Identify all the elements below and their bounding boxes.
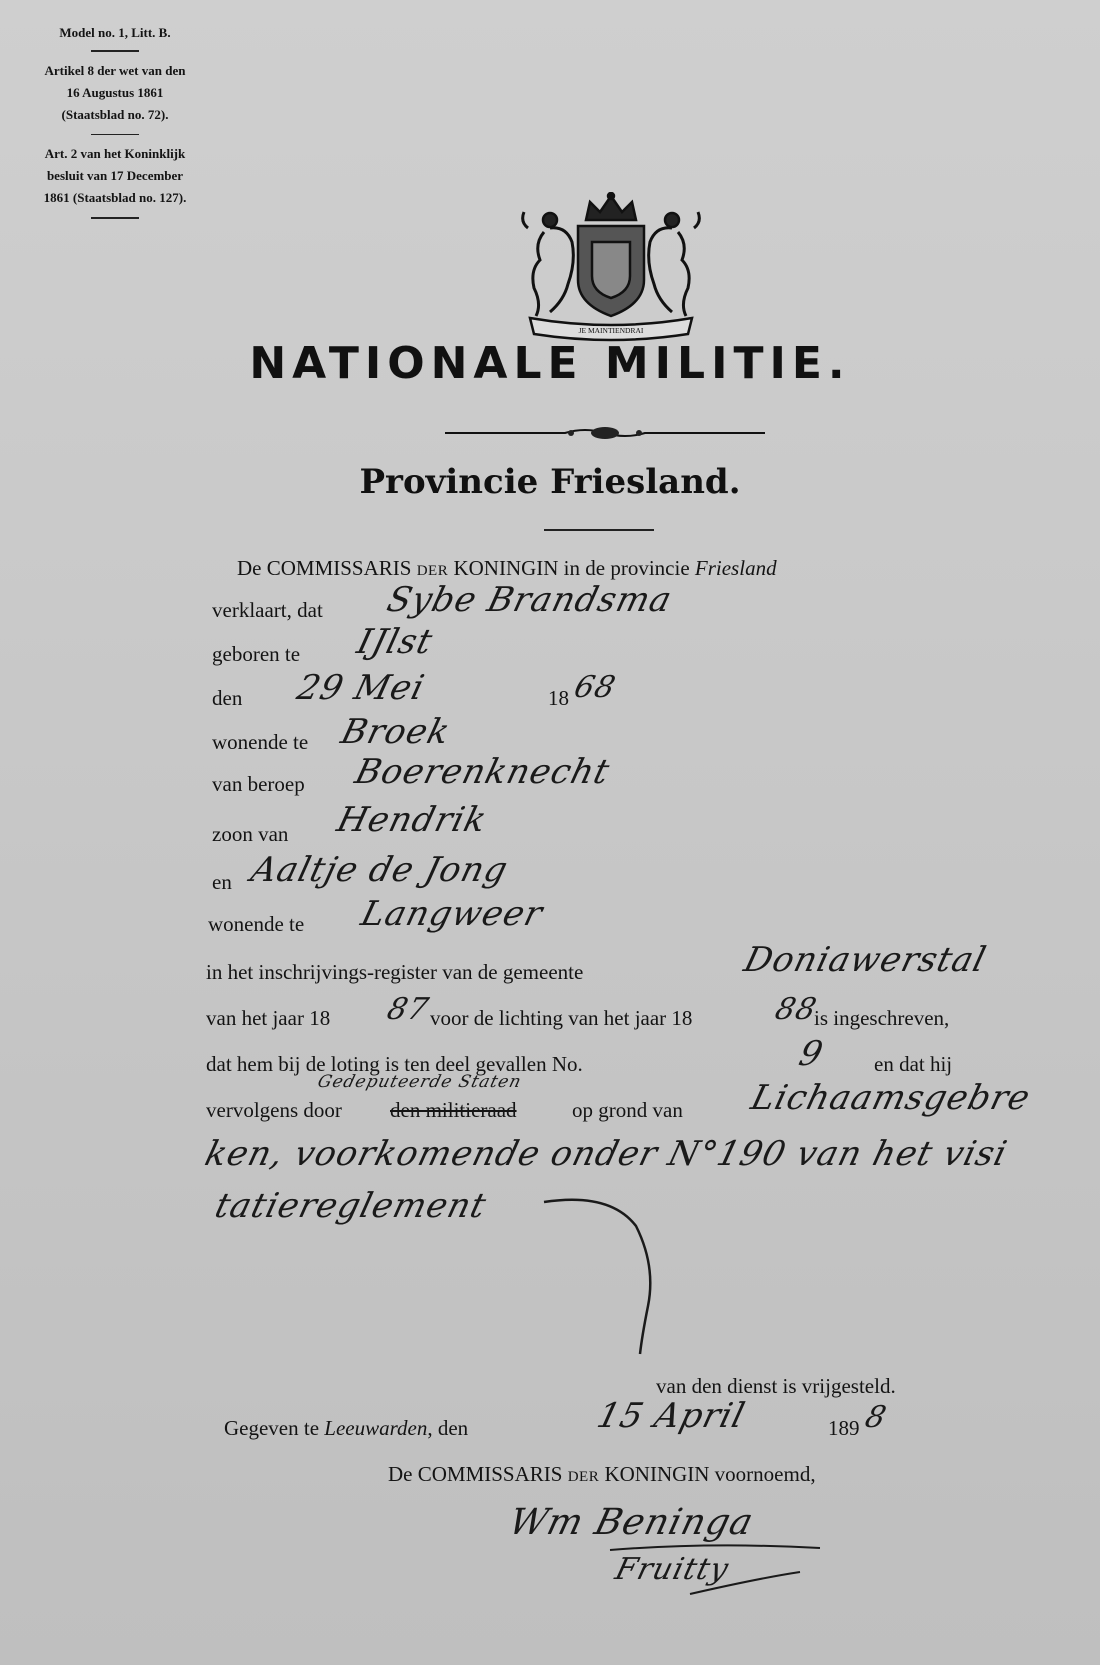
hw-mother: Aaltje de Jong	[247, 850, 513, 890]
hw-name: Sybe Brandsma	[383, 580, 677, 620]
gegeven-prefix: Gegeven te	[224, 1416, 320, 1440]
hw-lichting-year: 88	[771, 992, 821, 1027]
hw-reason-line-1: Lichaamsgebre	[747, 1078, 1035, 1118]
label-militieraad-struck: den militieraad	[390, 1098, 517, 1122]
hw-reason-line-2: ken, voorkomende onder N°190 van het visi	[201, 1134, 1012, 1174]
label-zoon: zoon van	[212, 822, 289, 846]
ornament-divider-icon	[445, 424, 765, 442]
label-en: en	[212, 870, 232, 894]
coat-of-arms-icon	[520, 192, 702, 342]
hw-issue-year: 8	[861, 1400, 891, 1435]
label-ingeschreven: is ingeschreven,	[814, 1006, 950, 1030]
label-en-dat-hij: en dat hij	[874, 1052, 953, 1076]
signature: Wm Beninga	[504, 1502, 758, 1543]
divider	[91, 134, 139, 136]
label-wonende: wonende te	[212, 730, 309, 754]
gegeven-den: , den	[427, 1416, 469, 1440]
art2-line-3: 1861 (Staatsblad no. 127).	[43, 190, 187, 205]
closing-stroke-icon	[540, 1186, 660, 1356]
intro-commissaris: De COMMISSARIS	[237, 556, 412, 580]
hw-birth-date: 29 Mei	[293, 668, 429, 708]
closing-line	[388, 1462, 816, 1487]
model-reference: Model no. 1, Litt. B.	[59, 25, 171, 40]
art2-line-1: Art. 2 van het Koninklijk	[44, 146, 186, 161]
label-geboren: geboren te	[212, 642, 301, 666]
gegeven-place: Leeuwarden	[324, 1416, 428, 1440]
page-title: NATIONALE MILITIE.	[249, 338, 851, 389]
label-year2-prefix: 189	[828, 1416, 860, 1440]
art2-line-2: besluit van 17 December	[46, 168, 184, 183]
closing-der: DER	[567, 1469, 600, 1485]
label-verklaart: verklaart, dat	[212, 598, 323, 622]
divider	[91, 217, 139, 219]
divider	[91, 50, 139, 52]
artikel-line-2: 16 Augustus 1861	[66, 84, 164, 100]
label-den: den	[212, 686, 243, 710]
hw-register-year: 87	[383, 992, 433, 1027]
label-jaar: van het jaar 18	[206, 1006, 331, 1030]
label-loting: dat hem bij de loting is ten deel gevallen No.	[206, 1052, 583, 1076]
closing-commissaris: De COMMISSARIS	[388, 1462, 563, 1486]
intro-koningin: KONINGIN in de provincie	[453, 556, 690, 580]
hw-father: Hendrik	[333, 800, 492, 840]
hw-birthplace: IJlst	[353, 622, 438, 662]
hw-birth-year: 68	[570, 670, 620, 705]
gegeven-line	[224, 1416, 468, 1441]
intro-line	[237, 556, 777, 581]
intro-der: DER	[416, 563, 449, 579]
hw-gemeente: Doniawerstal	[740, 940, 991, 980]
artikel-line-1: Artikel 8 der wet van den	[44, 62, 186, 78]
signature-flourish-icon	[600, 1530, 830, 1600]
label-wonende-parents: wonende te	[208, 912, 305, 936]
hw-occupation: Boerenknecht	[351, 752, 615, 792]
artikel-line-3: (Staatsblad no. 72).	[61, 106, 169, 122]
closing-koningin: KONINGIN voornoemd,	[604, 1462, 816, 1486]
province-heading: Provincie Friesland.	[359, 462, 741, 502]
divider	[544, 529, 654, 531]
label-vrijgesteld: van den dienst is vrijgesteld.	[656, 1374, 896, 1398]
hw-residence: Broek	[337, 712, 455, 752]
hw-lot-number: 9	[795, 1034, 828, 1074]
label-register: in het inschrijvings-register van de gemeente	[206, 960, 584, 984]
label-beroep: van beroep	[212, 772, 305, 796]
countersignature: Fruitty	[611, 1552, 733, 1587]
label-op-grond: op grond van	[572, 1098, 683, 1122]
hw-inserted-body: Gedeputeerde Staten	[315, 1072, 524, 1092]
label-vervolgens: vervolgens door	[206, 1098, 342, 1122]
coat-motto: JE MAINTIENDRAI	[578, 326, 644, 335]
hw-parents-residence: Langweer	[357, 894, 548, 934]
legal-references	[10, 22, 220, 219]
hw-issue-date: 15 April	[593, 1396, 750, 1436]
intro-province: Friesland	[694, 556, 777, 580]
label-year-prefix: 18	[548, 686, 569, 710]
label-lichting: voor de lichting van het jaar 18	[430, 1006, 693, 1030]
hw-reason-line-3: tatiereglement	[211, 1186, 491, 1226]
